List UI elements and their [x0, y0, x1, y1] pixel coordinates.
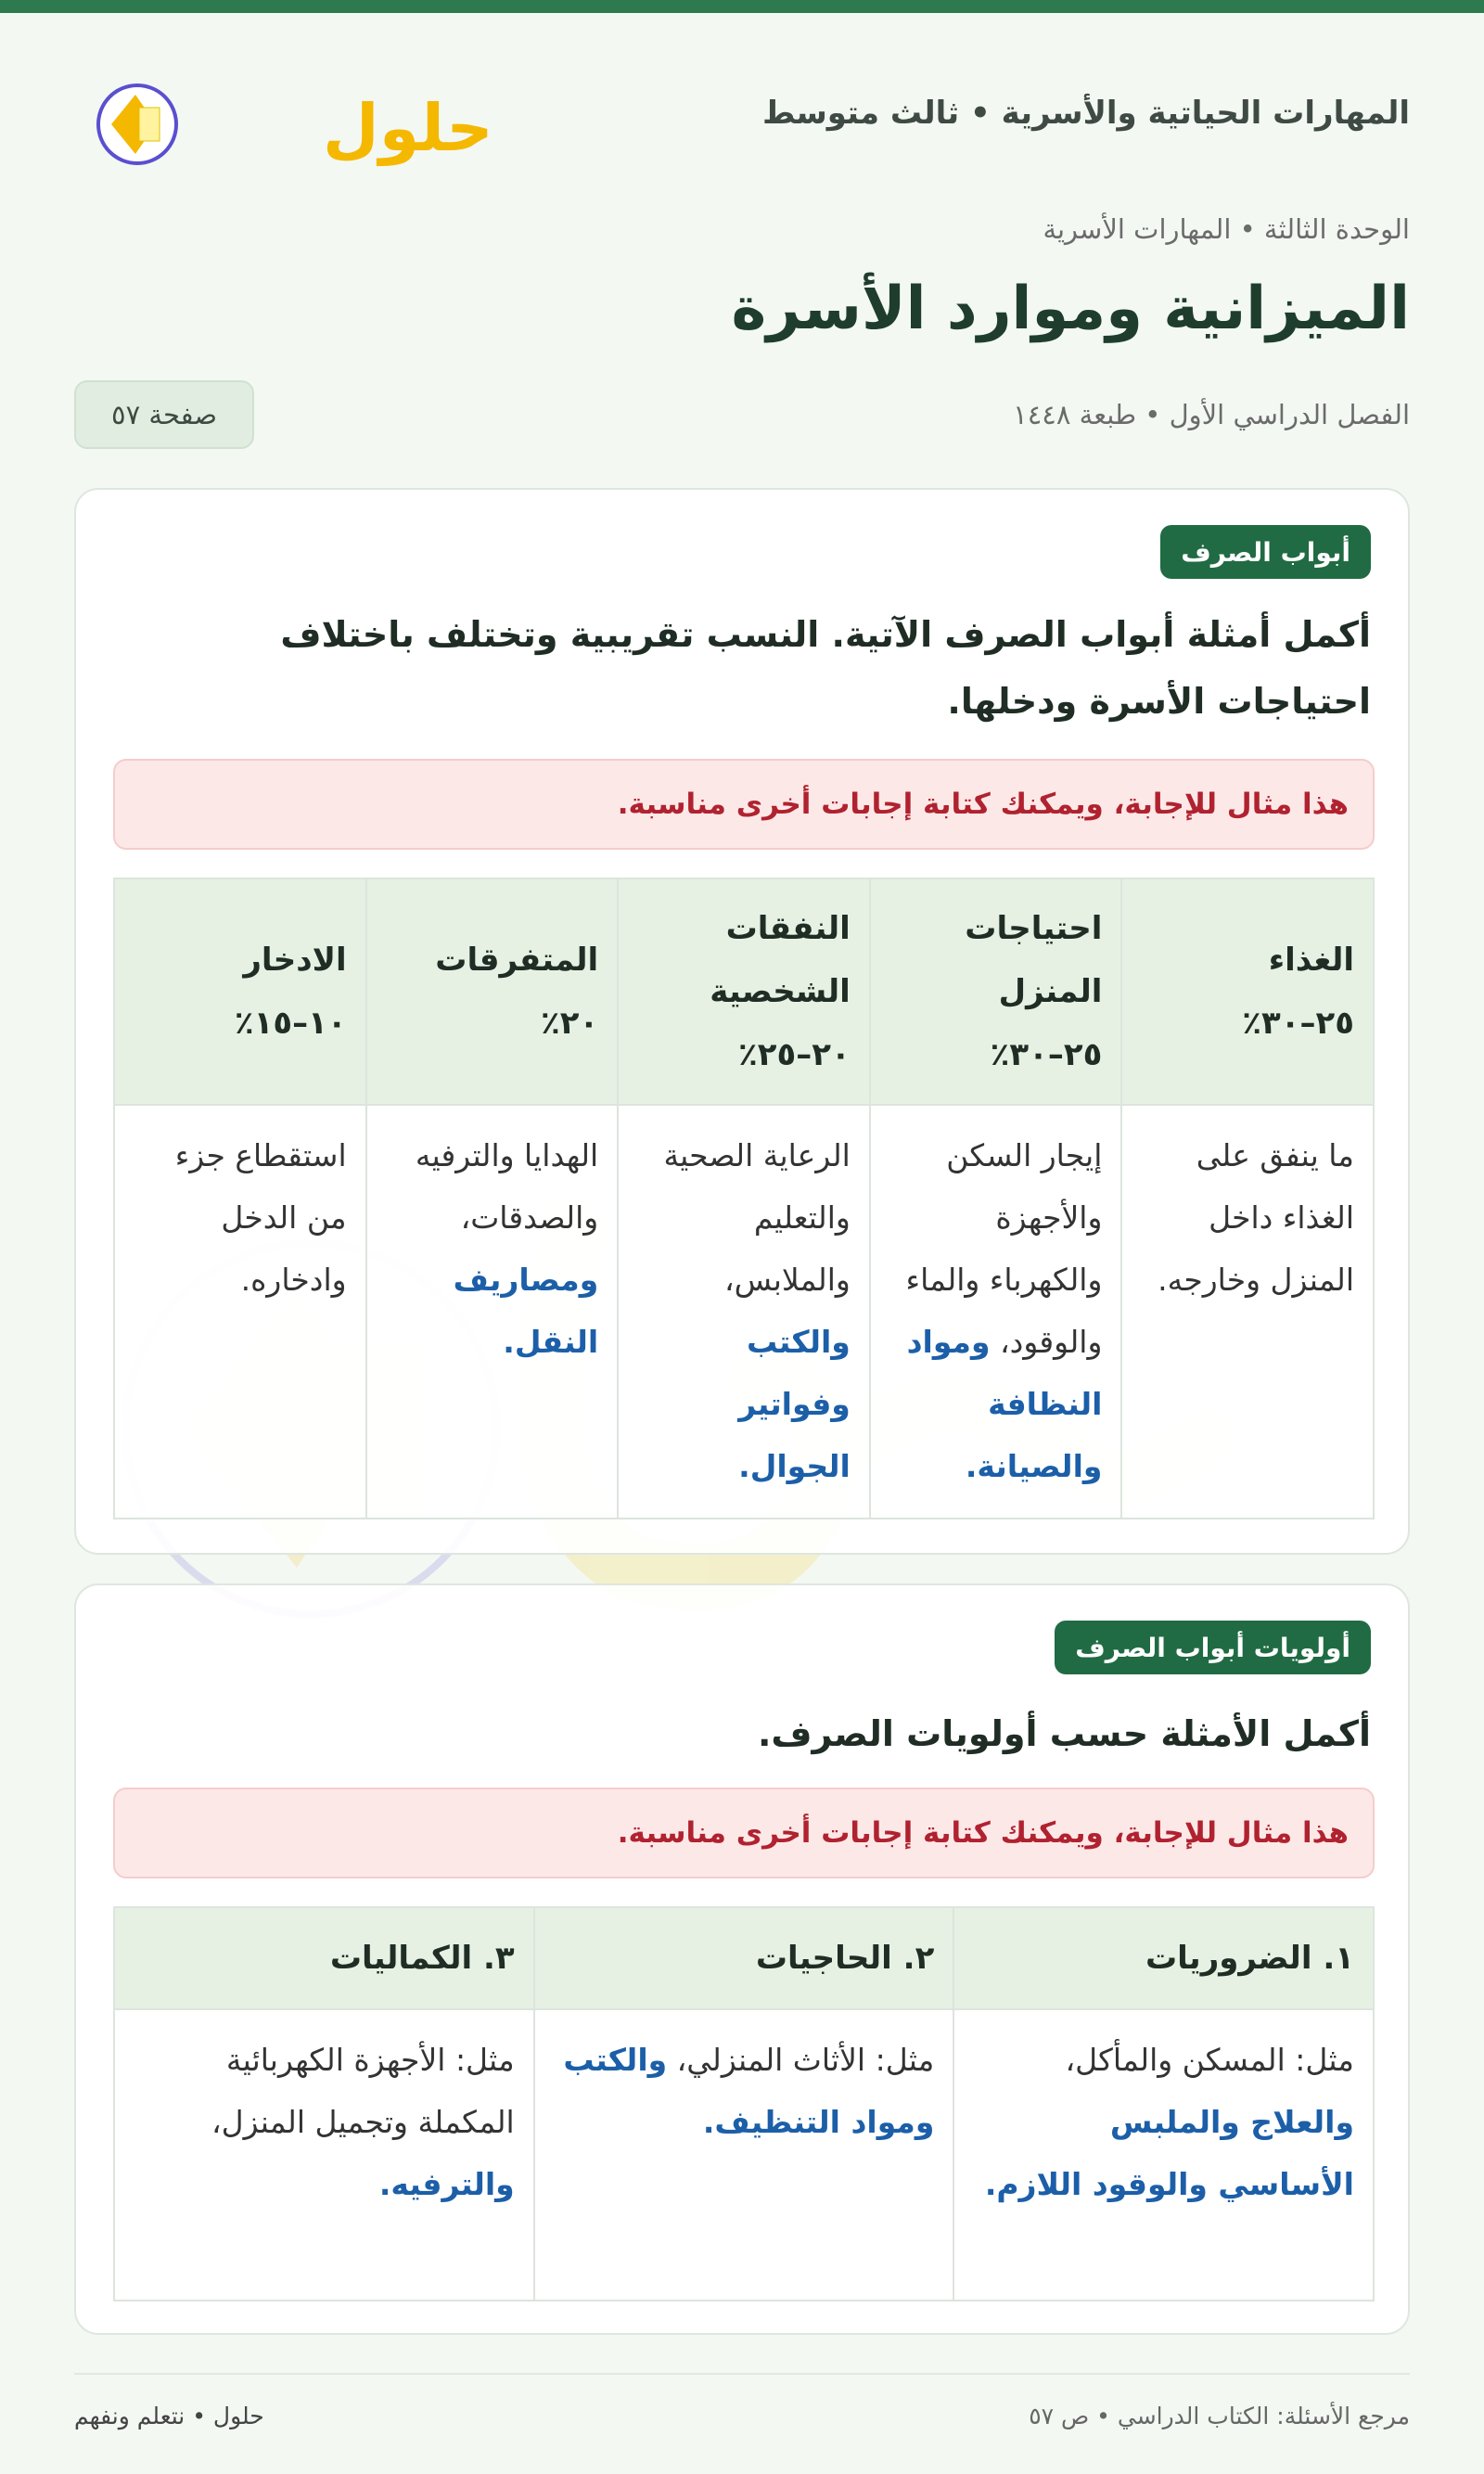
table-cell: مثل: الأجهزة الكهربائية المكملة وتجميل المنزل، والترفيه. [114, 2009, 534, 2301]
footer-brand: حلول • نتعلم ونفهم [74, 2403, 264, 2429]
answer-text: والعلاج والملبس الأساسي والوقود اللازم. [984, 2104, 1354, 2202]
answer-note: هذا مثال للإجابة، ويمكنك كتابة إجابات أخرى مناسبة. [113, 759, 1375, 850]
section-prompt: أكمل الأمثلة حسب أولويات الصرف. [757, 1713, 1371, 1754]
book-title: المهارات الحياتية والأسرية • ثالث متوسط [761, 95, 1410, 132]
term-label: الفصل الدراسي الأول • طبعة ١٤٤٨ [1013, 399, 1410, 430]
lesson-title: الميزانية وموارد الأسرة [731, 275, 1410, 343]
section-tag: أبواب الصرف [1160, 525, 1371, 579]
footer-divider [74, 2373, 1410, 2375]
logo-text: حلول [323, 90, 493, 166]
table-cell: استقطاع جزء من الدخل وادخاره. [114, 1105, 366, 1519]
answer-text: والترفيه. [378, 2166, 515, 2202]
column-header: الغذاء ٢٥–٣٠٪ [1121, 878, 1374, 1105]
table-cell: الهدايا والترفيه والصدقات، ومصاريف النقل. [366, 1105, 619, 1519]
table-cell: مثل: المسكن والمأكل، والعلاج والملبس الأساسي والوقود اللازم. [953, 2009, 1374, 2301]
table-cell: مثل: الأثاث المنزلي، والكتب ومواد التنظيف. [534, 2009, 954, 2301]
spending-priorities-table [113, 1906, 1375, 2301]
section-prompt: أكمل أمثلة أبواب الصرف الآتية. النسب تقريبية وتختلف باختلاف احتياجات الأسرة ودخلها. [280, 614, 1371, 722]
unit-label: الوحدة الثالثة • المهارات الأسرية [1043, 213, 1410, 245]
table-header-row [114, 878, 1374, 1105]
column-header: ٢. الحاجيات [534, 1907, 954, 2009]
answer-text: ومواد النظافة والصيانة. [906, 1324, 1103, 1484]
answer-text: ومصاريف النقل. [453, 1262, 599, 1360]
top-accent-bar [0, 0, 1484, 13]
spending-priorities-card [74, 1583, 1410, 2335]
column-header: احتياجات المنزل ٢٥–٣٠٪ [870, 878, 1122, 1105]
column-header: المتفرقات ٢٠٪ [366, 878, 619, 1105]
page-header [74, 58, 1410, 178]
expense-categories-card [74, 488, 1410, 1555]
footer-reference: مرجع الأسئلة: الكتاب الدراسي • ص ٥٧ [1029, 2403, 1410, 2429]
table-cell: إيجار السكن والأجهزة والكهرباء والماء والوقود، ومواد النظافة والصيانة. [870, 1105, 1122, 1519]
table-row [114, 1105, 1374, 1519]
table-cell: ما ينفق على الغذاء داخل المنزل وخارجه. [1121, 1105, 1374, 1519]
expense-categories-table [113, 878, 1375, 1519]
answer-text: والكتب وفواتير الجوال. [738, 1324, 851, 1484]
table-header-row [114, 1907, 1374, 2009]
column-header: ٣. الكماليات [114, 1907, 534, 2009]
answer-text: والكتب ومواد التنظيف. [563, 2042, 935, 2140]
hulul-logo[interactable] [74, 65, 493, 176]
column-header: النفقات الشخصية ٢٠–٢٥٪ [618, 878, 870, 1105]
table-cell: الرعاية الصحية والتعليم والملابس، والكتب وفواتير الجوال. [618, 1105, 870, 1519]
column-header: ١. الضروريات [953, 1907, 1374, 2009]
answer-note: هذا مثال للإجابة، ويمكنك كتابة إجابات أخرى مناسبة. [113, 1788, 1375, 1878]
table-row [114, 2009, 1374, 2301]
column-header: الادخار ١٠–١٥٪ [114, 878, 366, 1105]
page-number-badge: صفحة ٥٧ [74, 380, 254, 449]
section-tag: أولويات أبواب الصرف [1055, 1621, 1371, 1674]
